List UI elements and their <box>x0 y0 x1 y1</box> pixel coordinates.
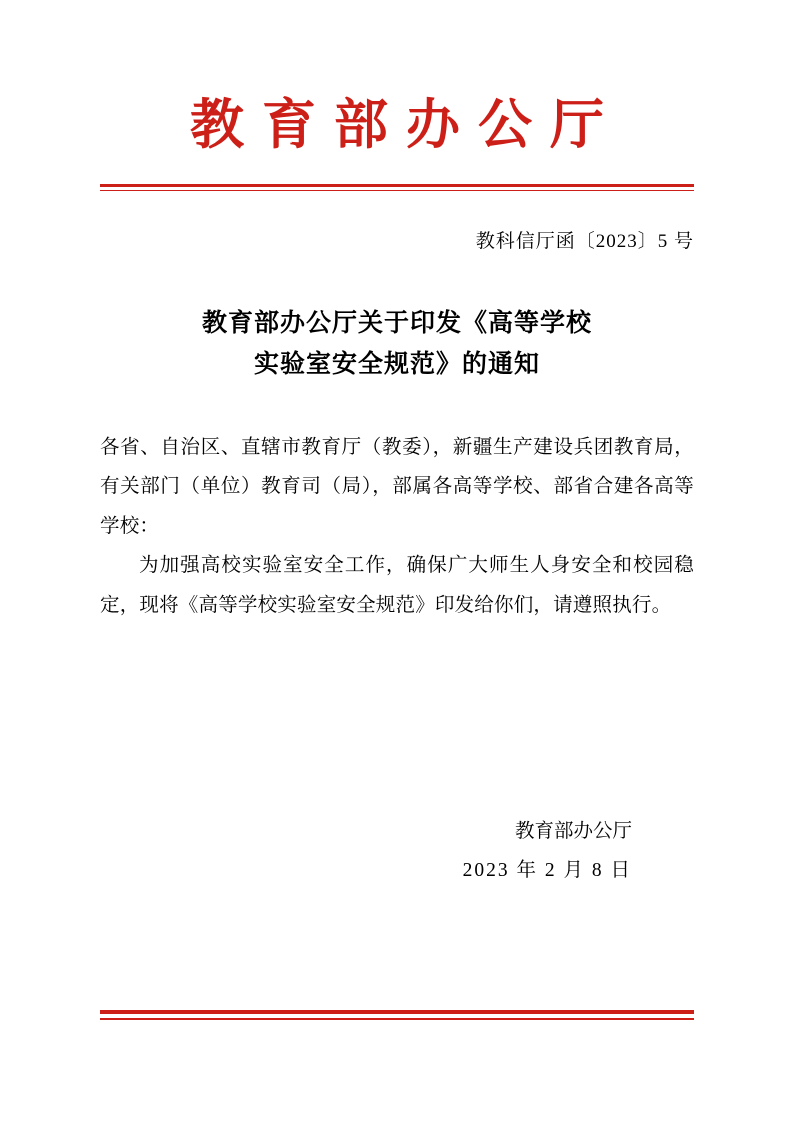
document-title <box>100 303 694 386</box>
masthead <box>0 96 794 155</box>
document-title-line-2: 实验室安全规范》的通知 <box>253 351 540 379</box>
document-number: 教科信厅函〔2023〕5 号 <box>475 231 694 252</box>
footer-rule-primary <box>100 1010 694 1014</box>
body-recipients: 各省、自治区、直辖市教育厅（教委），新疆生产建设兵团教育局，有关部门（单位）教育司（局），部属各高等学校、部省合建各高等学校： <box>100 437 694 537</box>
signature-date: 2023 年 2 月 8 日 <box>462 860 632 881</box>
footer-rule-secondary <box>100 1018 694 1020</box>
signature-block <box>0 812 632 890</box>
document-title-line-1: 教育部办公厅关于印发《高等学校 <box>201 310 592 337</box>
signature-issuer: 教育部办公厅 <box>514 821 632 842</box>
masthead-title: 教育部办公厅 <box>190 95 622 155</box>
header-rule-secondary <box>100 190 694 191</box>
body-paragraph-1: 为加强高校实验室安全工作，确保广大师生人身安全和校园稳定，现将《高等学校实验室安全规范》印发给你们，请遵照执行。 <box>100 555 694 616</box>
header-rule-primary <box>100 184 694 187</box>
document-body <box>100 428 694 625</box>
